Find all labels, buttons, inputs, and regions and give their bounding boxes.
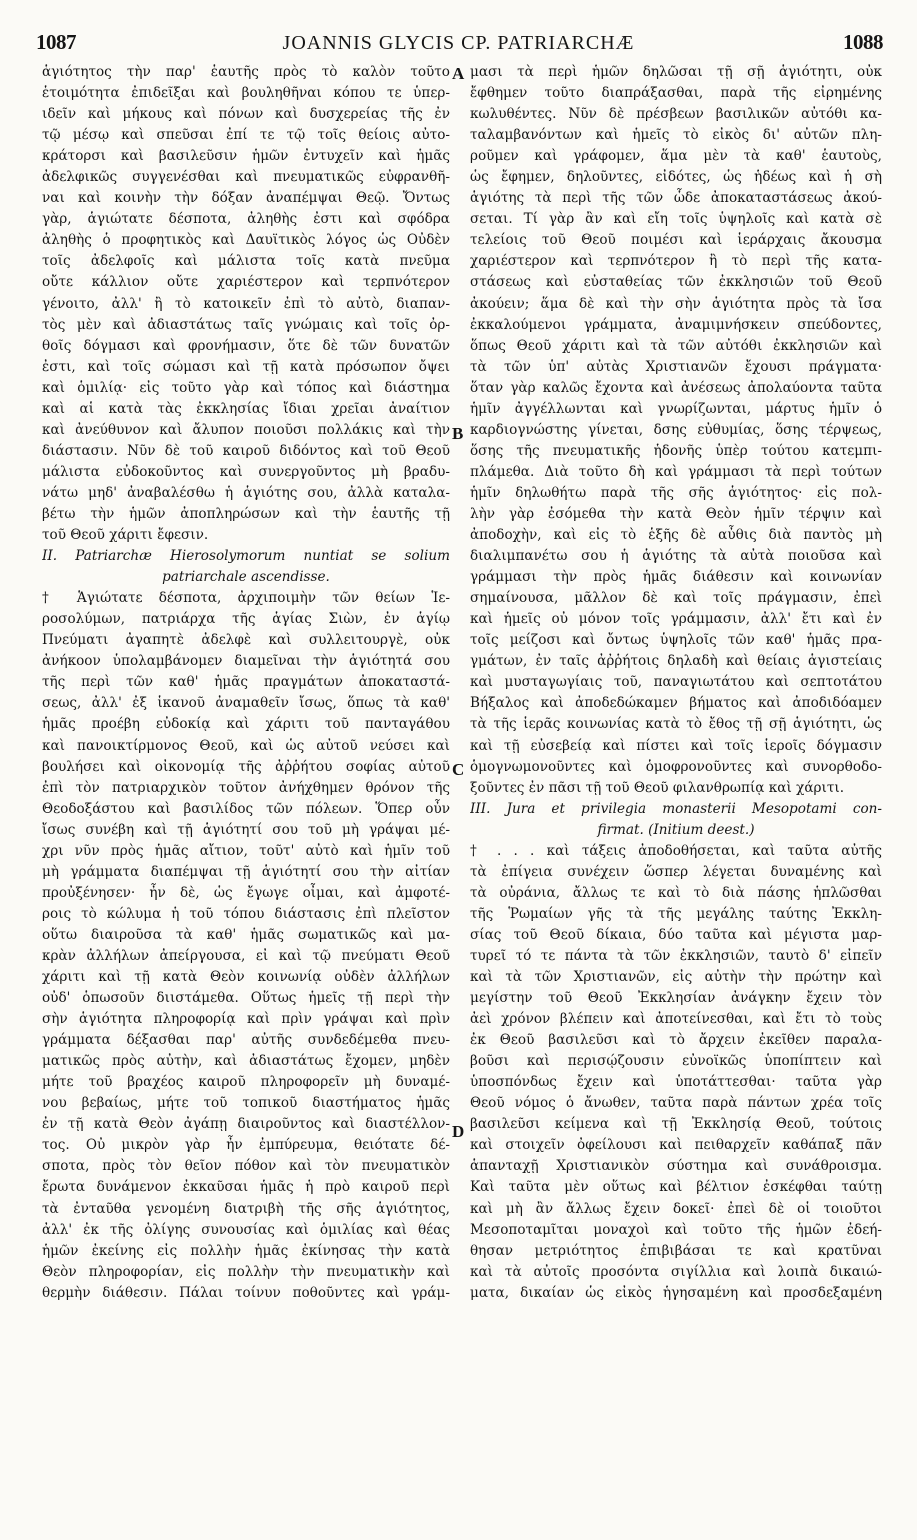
text-line: γράμμασι τὴν πρὸς ἡμᾶς διάθεσιν καὶ κοινωνίαν	[470, 569, 882, 586]
text-line: σὴν ἁγιότητα πληροφορίᾳ καὶ πρὶν γράψαι καὶ πρὶν	[42, 1011, 450, 1028]
text-line: καὶ ἀνεύθυνον καὶ ἄλυπον ποιοῦσι πολλάκις καὶ τὴν	[42, 421, 450, 438]
text-line: τὰ οὐράνια, ἄλλως τε καὶ τὸ διὰ πάσης ἡπλῶσθαι	[470, 884, 882, 901]
text-line: μήτε τοῦ βραχέος καιροῦ πληροφορεῖν μὴ δυναμέ-	[42, 1074, 450, 1091]
text-line: τοῦ Θεοῦ χάριτι ἔφεσιν.	[42, 527, 209, 544]
text-line: μάλιστα εὐδοκοῦντος καὶ συνεργοῦντος μὴ βραδυ-	[42, 463, 450, 480]
text-line: ἡμᾶς προέβη εὐδοκίᾳ καὶ χάριτι τοῦ πανταγάθου	[42, 716, 450, 733]
text-line: γράμματα δέξασθαι παρ' αὐτῆς συνδεδέμεθα πνευ-	[42, 1032, 450, 1049]
text-line: ἡμῖν δηλωθήτω παρὰ τῆς σῆς ἁγιότητος· εἰς πολ-	[470, 484, 882, 501]
text-line: σεως, ἀλλ' ἐξ ἱκανοῦ ἀναμαθεῖν ἴσως, ὅπως τὰ καθ'	[42, 695, 450, 712]
text-line: θοῖς δόγμασι καὶ φρονήμασιν, ὅτε δὲ τῶν δυνατῶν	[42, 337, 450, 354]
text-line: βουλήσει καὶ οἰκονομίᾳ τῆς ἀῤῥήτου σοφίας αὐτοῦ	[42, 758, 450, 775]
text-line: II. Patriarchæ Hierosolymorum nuntiat se solium	[42, 548, 450, 565]
text-line: ἁπανταχῇ Χριστιανικὸν σύστημα καὶ συνάθροισμα.	[470, 1158, 882, 1175]
text-line: ἑτοιμότητα ἐπιδεῖξαι καὶ βουληθῆναι κόπου τε ὑπερ-	[42, 85, 450, 102]
text-line: καὶ στοιχεῖν ὀφείλουσι καὶ πειθαρχεῖν καθάπαξ πᾶν	[470, 1137, 882, 1154]
text-line: κράτορσι καὶ βασιλεῦσιν ἡμῶν ἐντυχεῖν καὶ ἡμᾶς	[42, 148, 450, 165]
text-line: ὅσης τῆς πνευματικῆς ἡδονῆς ὑπὲρ τούτου κατεμπι-	[470, 442, 882, 459]
text-line: χρι νῦν πρὸς ἡμᾶς αἴτιον, τοῦτ' αὐτὸ καὶ ἡμῖν τοῦ	[42, 842, 450, 859]
text-line: τὰ τῆς ἱερᾶς κοινωνίας κατὰ τὸ ἔθος τῇ σῇ ἁγιότητι, ὡς	[470, 716, 882, 733]
text-line: Βήξαλος καὶ ἀποδεδώκαμεν βήματος καὶ ἀποδιδόαμεν	[470, 695, 882, 712]
text-line: οὔτε κάλλιον οὔτε χαριέστερον καὶ τερπνότερον	[42, 274, 450, 291]
text-line: διάστασιν. Νῦν δὲ τοῦ καιροῦ διδόντος καὶ τοῦ Θεοῦ	[42, 442, 450, 459]
left-page-number: 1087	[36, 30, 76, 54]
text-line: τὰ τῶν ὑπ' αὐτὰς Χριστιανῶν ἔχουσι πράγματα·	[470, 358, 882, 375]
text-line: ὑποσπόνδως ἔχειν καὶ ὑποτάττεσθαι· ταῦτα γὰρ	[470, 1074, 882, 1091]
text-line: καὶ ὁμιλίᾳ· εἰς τοῦτο γὰρ καὶ τόπος καὶ διάστημα	[42, 379, 450, 396]
text-line: τὰ ἐνταῦθα γενομένη διατριβὴ τῆς σῆς ἁγιότητος,	[42, 1200, 450, 1217]
text-line: ἀδελφικῶς συγγενέσθαι καὶ πνευματικῶς εὐφρανθῆ-	[42, 169, 450, 186]
text-line: ἀκούειν; ἅμα δὲ καὶ τὴν σὴν ἁγιότητα πρὸς τὰ ἴσα	[470, 295, 882, 312]
text-line: ἐπὶ τὸν πατριαρχικὸν τοῦτον ἀνήχθημεν θρόνον τῆς	[42, 779, 450, 796]
text-line: καὶ τὰ αὐτοῖς προσόντα σιγίλλια καὶ λοιπὰ δικαιώ-	[470, 1263, 882, 1280]
text-line: ταλαμβανόντων καὶ ἡμεῖς τὸ εἰκὸς δι' αὐτῶν πλη-	[470, 127, 882, 144]
text-line: τυρεῖ τό τε πάντα τὰ τῶν ἐκκλησιῶν, ταυτὸ δ' εἰπεῖν	[470, 947, 882, 964]
text-line: Πνεύματι ἀγαπητὲ ἀδελφὲ καὶ συλλειτουργὲ, οὐκ	[42, 632, 450, 649]
text-line: ἐν τῇ κατὰ Θεὸν ἀγάπῃ διαιροῦντος καὶ διαστέλλον-	[42, 1116, 450, 1133]
text-line: μασι τὰ περὶ ἡμῶν δηλῶσαι τῇ σῇ ἁγιότητι, οὐκ	[470, 64, 882, 80]
text-line: κρὰν ἀλλήλων ἀπείργουσα, εἰ καὶ τῷ πνεύματι Θεοῦ	[42, 947, 450, 964]
text-line: ναι καὶ κοινὴν τὴν δόξαν ἀναπέμψαι Θεῷ. Ὄντως	[42, 190, 450, 207]
text-line: ὅταν γὰρ καλῶς ἔχοντα καὶ ἀνέσεως ἀπολαύοντα ταῦτα	[470, 379, 882, 396]
text-line: διαλιμπανέτω σου ἡ ἁγιότης τὰ αὐτὰ ποιοῦσα καὶ	[470, 548, 882, 565]
text-line: στάσεως καὶ εὐσταθείας τῶν ἐκκλησιῶν τοῦ Θεοῦ	[470, 274, 882, 291]
text-line: patriarchale ascendisse.	[162, 569, 330, 586]
left-column	[42, 62, 450, 1304]
running-title: JOANNIS GLYCIS CP. PATRIARCHÆ	[282, 32, 635, 54]
text-line: χάριτι καὶ τῇ κατὰ Θεὸν κοινωνίᾳ οὐδὲν ἀλλήλων	[42, 969, 450, 986]
text-line: καὶ πανοικτίρμονος Θεοῦ, καὶ ὡς αὐτοῦ νεύσει καὶ	[42, 737, 450, 754]
text-line: γένοιτο, ἀλλ' ἢ τὸ κατοικεῖν ἐπὶ τὸ αὐτὸ, διαπαν-	[42, 295, 450, 312]
text-line: ἀλλ' ἐκ τῆς ὀλίγης συνουσίας καὶ ὁμιλίας καὶ θέας	[42, 1221, 450, 1238]
text-line: ἀποδοχὴν, καὶ εἰς τὸ ἑξῆς δὲ αὖθις διὰ παντὸς μὴ	[470, 527, 882, 544]
text-line: ἐκκαλούμενοι γράμματα, ἀναμιμνήσκειν σπεύδοντες,	[470, 316, 882, 333]
text-line: † Ἁγιώτατε δέσποτα, ἀρχιποιμὴν τῶν θείων Ἱε-	[42, 590, 450, 607]
text-line: πλάμεθα. Διὰ τοῦτο δὴ καὶ γράμμασι τὰ περὶ τούτων	[470, 463, 882, 480]
margin-letter-b: B	[452, 424, 464, 443]
text-line: σεται. Τί γὰρ ἂν καὶ εἴη τοῖς ὑψηλοῖς καὶ κατὰ σὲ	[470, 211, 882, 228]
text-line: ὁμογνωμονοῦντες καὶ ὁμοφρονοῦντες καὶ συνορθοδο-	[470, 758, 882, 775]
margin-letter-a: A	[452, 64, 465, 83]
text-line: ἁγιότητος τὴν παρ' ἑαυτῆς πρὸς τὸ καλὸν τοῦτο	[42, 64, 450, 80]
text-line: III. Jura et privilegia monasterii Mesopotami con-	[470, 800, 882, 817]
text-line: κωλυθέντες. Νῦν δὲ πρέσβεων βασιλικῶν αὐτόθι κα-	[470, 106, 882, 123]
page-header	[28, 30, 889, 60]
text-line: ἔρωτα δυνάμενον ἐκκαῦσαι ἡμᾶς ἡ πρὸ καιροῦ περὶ	[42, 1179, 450, 1196]
text-line: ἡμῶν ἐκείνης εἰς πολλὴν ἡμᾶς ἐκίνησας τὴν κατὰ	[42, 1242, 450, 1259]
right-column	[470, 62, 882, 1304]
text-line: οὐδ' ὁπωσοῦν διιστάμεθα. Οὕτως ἡμεῖς τῇ περὶ τὴν	[42, 990, 450, 1007]
text-line: ξοῦντες ἐν πᾶσι τῇ τοῦ Θεοῦ φιλανθρωπίᾳ καὶ χάριτι.	[470, 779, 845, 796]
text-line: ἀεὶ χρόνον βλέπειν καὶ ἀποτείνεσθαι, καὶ ἔτι τὸ τοὺς	[470, 1011, 882, 1028]
text-line: καὶ μυσταγωγίαις τοῦ, παναγιωτάτου καὶ σεπτοτάτου	[470, 674, 882, 691]
text-line: γὰρ, ἁγιώτατε δέσποτα, ἀληθὴς ἐστι καὶ σφόδρα	[42, 211, 450, 228]
text-line: ἀνήκοον ὑπολαμβάνομεν διαμεῖναι τὴν ἁγιότητά σου	[42, 653, 450, 670]
text-line: Θεοδοξάστου καὶ βασιλίδος τῶν πόλεων. Ὅπερ οὖν	[42, 800, 450, 817]
text-line: τῷ μέσῳ καὶ σπεῦσαι ἐπί τε τῷ τοῖς θείοις αὐτο-	[42, 127, 450, 144]
text-line: προὐξένησεν· ἦν δὲ, ὡς ἔγωγε οἶμαι, καὶ ἀμφοτέ-	[42, 884, 450, 901]
text-line: λὴν γὰρ ἐσόμεθα τὴν κατὰ Θεὸν ἡμῖν τέρψιν καὶ	[470, 505, 882, 522]
text-line: ὅπως Θεοῦ χάριτι καὶ τὰ τῶν αὐτόθι ἐκκλησιῶν καὶ	[470, 337, 882, 354]
text-line: τὸς μὲν καὶ ἀδιαστάτως ταῖς γνώμαις καὶ τοῖς ὀρ-	[42, 316, 450, 333]
text-line: σίας τοῦ Θεοῦ δίκαια, δύο ταῦτα καὶ μέγιστα μαρ-	[470, 926, 882, 943]
text-line: ροσολύμων, πατριάρχα τῆς ἁγίας Σιὼν, ἐν ἁγίῳ	[42, 611, 450, 628]
text-line: ἴσως συνέβη καὶ τῇ ἁγιότητί σου τοῦ μὴ γράψαι μέ-	[42, 821, 450, 838]
text-line: θερμὴν διάθεσιν. Πάλαι τοίνυν ποθοῦντες καὶ γράμ-	[42, 1284, 450, 1301]
text-line: ροῦμεν καὶ γράφομεν, ἅμα μὲν τὰ καθ' ἑαυτοὺς,	[470, 148, 882, 165]
text-line: σημαίνουσα, μᾶλλον δὲ καὶ τοῖς πράγμασιν, ἐπεὶ	[470, 590, 882, 607]
text-line: καὶ ἡμεῖς οὐ μόνον τοῖς γράμμασιν, ἀλλ' ἔτι καὶ ἐν	[470, 611, 882, 628]
text-line: καὶ μὴ ἂν ἄλλως ἔχειν δοκεῖ· ἐπεὶ δὲ οἱ τοιοῦτοι	[470, 1200, 882, 1217]
text-line: νου βεβαίως, μήτε τοῦ τοπικοῦ διαστήματος ἡμᾶς	[42, 1095, 450, 1112]
text-line: βοῦσι καὶ περισῴζουσιν εὐνοϊκῶς ὑποπίπτειν καὶ	[470, 1053, 882, 1070]
text-line: θησαν μετριότητος ἐπιβιβάσαι τε καὶ κρατῦναι	[470, 1242, 882, 1259]
text-line: τὰ ἐπίγεια συνέχειν ὥσπερ λέγεται δυναμένης καὶ	[470, 863, 882, 880]
text-line: οὕτω διαιροῦσα τὰ καθ' ἡμᾶς σωματικῶς καὶ μα-	[42, 926, 450, 943]
text-line: τελείοις τοῦ Θεοῦ ποιμέσι καὶ ἱεράρχαις ἄκουσμα	[470, 232, 882, 249]
text-line: νάτω μηδ' ἀναβαλέσθω ἡ ἁγιότης σου, ἀλλὰ καταλα-	[42, 484, 450, 501]
text-line: ἐστι, καὶ τοῖς σώμασι καὶ τῇ κατὰ πρόσωπον ὄψει	[42, 358, 450, 375]
text-line: ἁγιότης τὰ περὶ τῆς τῶν ὧδε ἀποκαταστάσεως ἀκού-	[470, 190, 882, 207]
text-line: σποτα, πρὸς τὸν θεῖον πόθον καὶ τὸν πνευματικὸν	[42, 1158, 450, 1175]
text-line: μεγίστην τοῦ Θεοῦ Ἐκκλησίαν ἀνάγκην ἔχειν τὸν	[470, 990, 882, 1007]
text-line: Θεὸν πληροφορίαν, εἰς πολλὴν τὴν πνευματικὴν καὶ	[42, 1263, 450, 1280]
text-line: Καὶ ταῦτα μὲν οὕτως καὶ βέλτιον ἐσκέφθαι ταύτῃ	[470, 1179, 882, 1196]
text-line: ματικῶς πρὸς αὐτὴν, καὶ ἀδιαστάτως ἔχομεν, μηδὲν	[42, 1053, 450, 1070]
text-line: καὶ αἱ κατὰ τὰς ἐκκλησίας ἴδιαι χρεῖαι ἀναίτιον	[42, 400, 450, 417]
text-line: ματα, δικαίαν ὡς εἰκὸς ἡγησαμένη καὶ προσδεξαμένη	[470, 1284, 882, 1301]
text-line: ροις τὸ κώλυμα ἡ τοῦ τόπου διάστασις ἐπὶ πλεῖστον	[42, 905, 450, 922]
text-line: τοῖς ἀδελφοῖς καὶ μάλιστα τοῖς κατὰ πνεῦμα	[42, 253, 450, 270]
text-line: τος. Οὐ μικρὸν γὰρ ἦν ἐμπύρευμα, θειότατε δέ-	[42, 1137, 450, 1154]
text-line: Μεσοποταμῖται μοναχοὶ καὶ τοῦτο τῆς ἡμῶν ἐδεή-	[470, 1221, 882, 1238]
text-line: τῆς περὶ τῶν καθ' ἡμᾶς πραγμάτων ἀποκαταστά-	[42, 674, 450, 691]
margin-letter-d: D	[452, 1122, 465, 1141]
text-line: μὴ γράμματα διαπέμψαι τῇ ἁγιότητί σου τὴν αἰτίαν	[42, 863, 450, 880]
right-page-number: 1088	[843, 30, 883, 54]
text-line: γμάτων, ἐν ταῖς ἀῤῥήτοις δηλαδὴ καὶ θείαις ἁγιστείαις	[470, 653, 882, 670]
text-line: ἡμῖν ἀγγέλλωνται καὶ γνωρίζωνται, μάρτυς ἡμῖν ὁ	[470, 400, 882, 417]
text-line: ἐκ Θεοῦ βασιλεῦσι καὶ τὸ ἄρχειν ἐκεῖθεν παραλα-	[470, 1032, 882, 1049]
text-line: ὡς ἔφημεν, δηλοῦντες, εἰδότες, ὡς ἡδέως καὶ ἡ σὴ	[470, 169, 882, 186]
text-line: βέτω τὴν ἡμῶν ἀποπληρώσων καὶ τὴν ἑαυτῆς τῇ	[42, 505, 450, 522]
text-line: ιδεῖν καὶ μήκους καὶ πόνων καὶ δυσχερείας τῆς ἐν	[42, 106, 450, 123]
text-line: ἔφθημεν τοῦτο διαπράξασθαι, παρὰ τῆς εἰρημένης	[470, 85, 882, 102]
text-line: † . . . καὶ τάξεις ἀποδοθήσεται, καὶ ταῦτα αὐτῆς	[470, 842, 882, 859]
text-line: χαριέστερον καὶ τερπνότερον ἢ τὸ περὶ τῆς κατα-	[470, 253, 882, 270]
text-line: τοῖς μείζοσι καὶ ὄντως ὑψηλοῖς τῶν καθ' ἡμᾶς πρα-	[470, 632, 882, 649]
text-line: Θεοῦ νόμος ὁ ἄνωθεν, ταῦτα παρὰ πάντων χρέα τοῖς	[470, 1095, 882, 1112]
text-line: ἀληθὴς ὁ προφητικὸς καὶ Δαυϊτικὸς λόγος ὡς Οὐδὲν	[42, 232, 450, 249]
text-line: τῆς Ῥωμαίων γῆς τὰ τῆς μεγάλης ταύτης Ἐκκλη-	[470, 905, 882, 922]
text-line: firmat. (Initium deest.)	[597, 821, 755, 838]
text-line: καὶ τὰ τῶν Χριστιανῶν, εἰς αὐτὴν τὴν πρώτην καὶ	[470, 969, 882, 986]
text-line: καρδιογνώστης γίνεται, δσης εὐθυμίας, ὅσης τέρψεως,	[470, 421, 882, 438]
text-line: βασιλεῦσι κείμενα καὶ τῇ Ἐκκλησίᾳ Θεοῦ, τούτοις	[470, 1116, 882, 1133]
margin-letter-c: C	[452, 760, 465, 779]
text-line: καὶ τῇ εὐσεβείᾳ καὶ πίστει καὶ τοῖς ἱεροῖς δόγμασιν	[470, 737, 882, 754]
